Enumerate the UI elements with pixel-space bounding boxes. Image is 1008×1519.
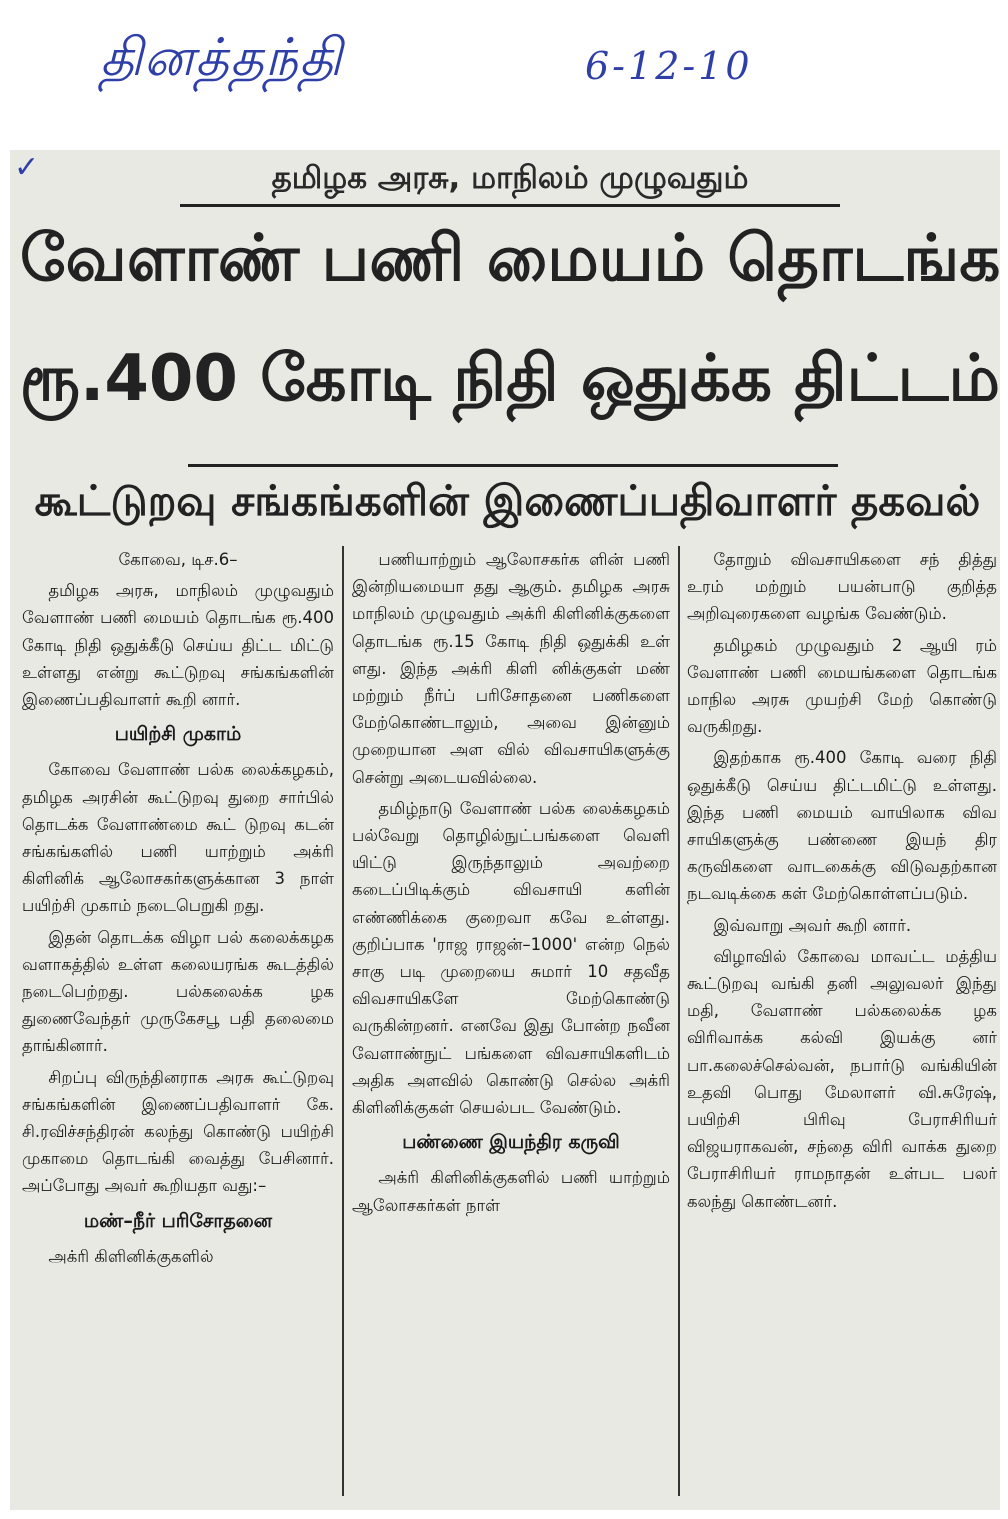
article-kicker: தமிழக அரசு, மாநிலம் முழுவதும் xyxy=(180,160,840,207)
article-column-3 xyxy=(687,546,997,1501)
paragraph: சிறப்பு விருந்தினராக அரசு கூட்டுறவு சங்கங்களின் இணைப்பதிவாளர் கே. சி.ரவிச்சந்திரன் கலந்து கொண்டு பயிற்சி முகாமை தொடங்கி வைத்து பேசினார். அப்போது அவர் கூறியதா வது:– xyxy=(22,1067,334,1196)
section-subheading: பயிற்சி முகாம் xyxy=(114,723,242,746)
paragraph: அக்ரி கிளினிக்குகளில் xyxy=(48,1246,214,1266)
article-column-2 xyxy=(352,546,670,1501)
section-subheading: பண்ணை இயந்திர கருவி xyxy=(402,1131,620,1154)
paragraph: தமிழ்நாடு வேளாண் பல்க லைக்கழகம் பல்வேறு தொழில்நுட்பங்களை வெளி யிட்டு இருந்தாலும் அவற்றை கடைப்பிடிக்கும் விவசாயி களின் எண்ணிக்கை குறைவா கவே உள்ளது. குறிப்பாக 'ராஜ ராஜன்–1000' என்ற நெல் சாகு படி முறையை சுமார் 10 சதவீத விவசாயிகளே மேற்கொண்டு வருகின்றனர். எனவே இது போன்ற நவீன வேளாண்நுட் பங்களை விவசாயிகளிடம் அதிக அளவில் கொண்டு செல்ல அக்ரி கிளினிக்குகள் செயல்பட வேண்டும். xyxy=(352,798,670,1118)
article-subheadline: கூட்டுறவு சங்கங்களின் இணைப்பதிவாளர் தகவல் xyxy=(34,476,981,525)
paragraph: தமிழக அரசு, மாநிலம் முழுவதும் வேளாண் பணி மையம் தொடங்க ரூ.400 கோடி நிதி ஒதுக்கீடு செய்ய திட்ட மிட்டு உள்ளது என்று கூட்டுறவு சங்கங்களின் இணைப்பதிவாளர் கூறி னார். xyxy=(22,581,334,710)
dateline: கோவை, டிச.6– xyxy=(118,550,238,569)
paragraph: கோவை வேளாண் பல்க லைக்கழகம், தமிழக அரசின் கூட்டுறவு துறை சார்பில் தொடக்க வேளாண்மை கூட் டுறவு கடன் சங்கங்களில் பணி யாற்றும் அக்ரி கிளினிக் ஆலோசகர்களுக்கான 3 நாள் பயிற்சி முகாம் நடைபெறுகி றது. xyxy=(22,760,334,916)
paragraph: பணியாற்றும் ஆலோசகர்க ளின் பணி இன்றியமையா தது ஆகும். தமிழக அரசு மாநிலம் முழுவதும் அக்ரி கிளினிக்குகளை தொடங்க ரூ.15 கோடி நிதி ஒதுக்கி உள் ளது. இந்த அக்ரி கிளி னிக்குகள் மண் மற்றும் நீர்ப் பரிசோதனை பணிகளை மேற்கொண்டாலும், அவை இன்னும் முறையான அள வில் விவசாயிகளுக்கு சென்று அடையவில்லை. xyxy=(352,550,670,787)
paragraph: தமிழகம் முழுவதும் 2 ஆயி ரம் வேளாண் பணி மையங்களை தொடங்க மாநில அரசு முயற்சி மேற் கொண்டு வருகிறது. xyxy=(687,635,997,737)
handwritten-date: 6-12-10 xyxy=(585,44,753,88)
column-divider-2 xyxy=(678,546,680,1496)
paragraph: விழாவில் கோவை மாவட்ட மத்திய கூட்டுறவு வங்கி தனி அலுவலர் இந்து மதி, வேளாண் பல்கலைக்க ழக விரிவாக்க கல்வி இயக்கு னர் பா.கலைச்செல்வன், நபார்டு வங்கியின் உதவி பொது மேலாளர் வி.சுரேஷ், பயிற்சி பிரிவு பேராசிரியர் விஜயராகவன், சந்தை விரி வாக்க துறை பேராசிரியர் ராமநாதன் உள்பட பலர் கலந்து கொண்டனர். xyxy=(687,946,997,1211)
headline-line-1: வேளாண் பணி மையம் தொடங்க xyxy=(20,222,1001,296)
paragraph: தோறும் விவசாயிகளை சந் தித்து உரம் மற்றும் பயன்பாடு குறித்த அறிவுரைகளை வழங்க வேண்டும். xyxy=(687,550,997,624)
paragraph: இவ்வாறு அவர் கூறி னார். xyxy=(713,915,912,935)
paragraph: இதற்காக ரூ.400 கோடி வரை நிதி ஒதுக்கீடு செய்ய திட்டமிட்டு உள்ளது. இந்த பணி மையம் வாயிலாக விவ சாயிகளுக்கு பண்ணை இயந் திர கருவிகளை வாடகைக்கு விடுவதற்கான நடவடிக்கை கள் மேற்கொள்ளப்படும். xyxy=(687,748,997,904)
headline-line-2: ரூ.400 கோடி நிதி ஒதுக்க திட்டம் xyxy=(20,342,1001,416)
tick-mark-icon: ✓ xyxy=(14,150,40,185)
article-column-1 xyxy=(22,546,334,1501)
paragraph: அக்ரி கிளினிக்குகளில் பணி யாற்றும் ஆலோசகர்கள் நாள் xyxy=(352,1168,670,1215)
handwritten-paper-name: தினத்தந்தி xyxy=(100,28,343,88)
section-subheading: மண்–நீர் பரிசோதனை xyxy=(83,1209,273,1232)
headline-divider xyxy=(188,464,838,467)
column-divider-1 xyxy=(342,546,344,1496)
paragraph: இதன் தொடக்க விழா பல் கலைக்கழக வளாகத்தில் உள்ள கலையரங்க கூடத்தில் நடைபெற்றது. பல்கலைக்க ழக துணைவேந்தர் முருகேசபூ பதி தலைமை தாங்கினார். xyxy=(22,927,334,1056)
